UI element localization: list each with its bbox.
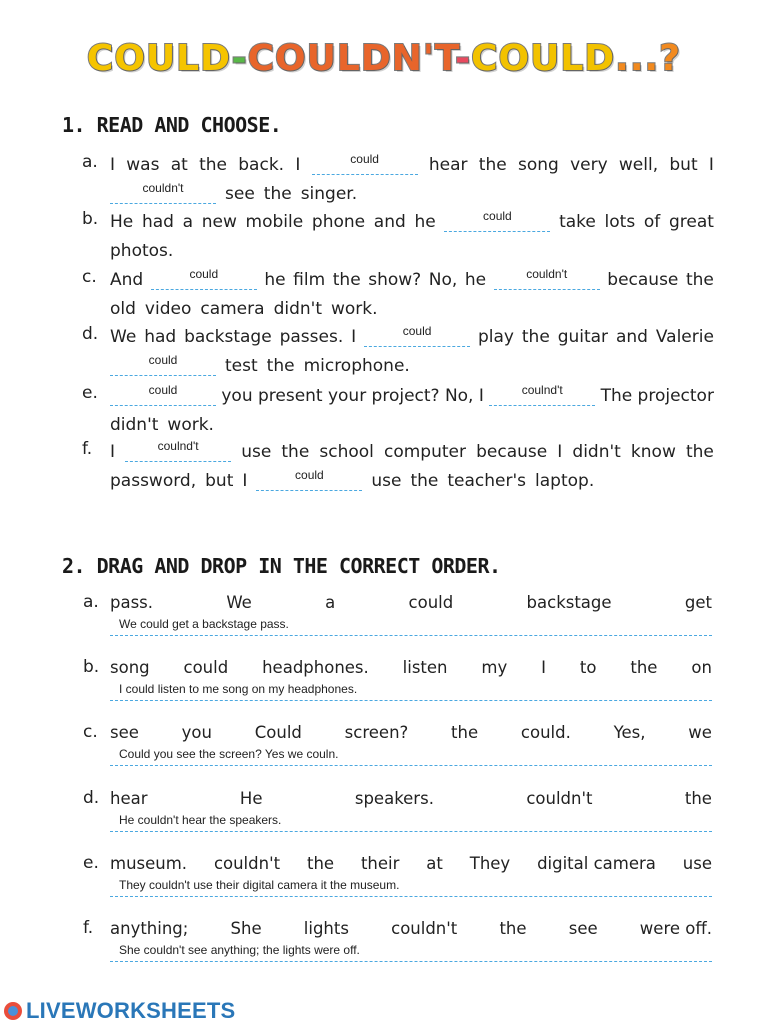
drop-answer-line[interactable]: [110, 682, 712, 701]
sentence-word: No,: [444, 386, 474, 406]
blank-answer-text: couldn't: [526, 267, 568, 281]
draggable-word[interactable]: the: [306, 853, 335, 873]
sentence-word: lots: [604, 212, 636, 232]
sentence-word: I: [708, 155, 714, 175]
sentence-word: and: [373, 212, 406, 232]
draggable-word[interactable]: We: [226, 592, 252, 612]
sentence-word: photos.: [110, 241, 174, 261]
draggable-word[interactable]: backstage: [526, 592, 612, 612]
answer-blank[interactable]: [110, 181, 216, 204]
sentence-word: was: [126, 155, 160, 175]
drop-answer-text: I could listen to me song on my headphones.: [119, 682, 358, 696]
draggable-words-row: [110, 916, 712, 940]
sentence-word: I: [295, 155, 301, 175]
item-letter: c.: [83, 722, 98, 742]
item-letter: d.: [82, 324, 99, 344]
sentence-word: but: [205, 471, 234, 491]
sentence-word: laptop.: [535, 471, 595, 491]
sentence-word: he: [264, 270, 286, 290]
draggable-words-row: [110, 655, 712, 679]
draggable-word[interactable]: lights: [303, 918, 349, 938]
draggable-word[interactable]: museum.: [110, 853, 188, 873]
drop-answer-text: Could you see the screen? Yes we couln.: [119, 747, 339, 761]
sentence-line: [110, 463, 714, 491]
answer-blank[interactable]: [125, 439, 231, 462]
draggable-word[interactable]: couldn't: [391, 918, 458, 938]
sentence-line: [110, 204, 714, 232]
draggable-word[interactable]: use: [682, 853, 712, 873]
draggable-word[interactable]: could.: [520, 722, 571, 742]
draggable-word[interactable]: listen: [402, 657, 448, 677]
draggable-word[interactable]: at: [426, 853, 443, 873]
title-segment: COULD: [471, 38, 616, 79]
draggable-word[interactable]: She: [230, 918, 262, 938]
sentence-word: your: [327, 386, 367, 406]
answer-blank[interactable]: [312, 152, 418, 175]
answer-blank[interactable]: [110, 353, 216, 376]
worksheet-title: [0, 38, 768, 79]
draggable-word[interactable]: were off.: [639, 918, 712, 938]
draggable-word[interactable]: Could: [254, 722, 302, 742]
sentence-word: didn't: [572, 442, 621, 462]
draggable-word[interactable]: to: [579, 657, 597, 677]
item-letter: c.: [82, 267, 97, 287]
sentence-word: take: [559, 212, 596, 232]
sentence-word: at: [170, 155, 188, 175]
sentence-word: new: [201, 212, 237, 232]
sentence-word: song: [517, 155, 559, 175]
answer-blank[interactable]: [151, 267, 257, 290]
sentence-word: he: [414, 212, 436, 232]
sentence-word: play: [477, 327, 514, 347]
sentence-word: projector: [637, 386, 714, 406]
answer-blank[interactable]: [110, 383, 216, 406]
blank-answer-text: coulnd't: [521, 383, 563, 397]
draggable-word[interactable]: couldn't: [213, 853, 281, 873]
item-letter: e.: [82, 383, 98, 403]
sentence-word: We: [110, 327, 137, 347]
liveworksheets-logo-icon: [4, 1002, 22, 1020]
answer-blank[interactable]: [489, 383, 595, 406]
draggable-word[interactable]: the: [451, 722, 479, 742]
draggable-word[interactable]: see: [110, 722, 139, 742]
item-letter: d.: [83, 788, 100, 808]
sentence-line: [110, 378, 714, 406]
sentence-word: the: [685, 270, 714, 290]
blank-answer-text: could: [350, 152, 379, 166]
sentence-word: And: [110, 270, 144, 290]
answer-blank[interactable]: [494, 267, 600, 290]
drop-answer-text: We could get a backstage pass.: [119, 617, 289, 631]
blank-answer-text: could: [189, 267, 219, 281]
sentence-word: the: [281, 442, 310, 462]
drop-answer-text: They couldn't use their digital camera it the museum.: [119, 878, 400, 892]
sentence-word: old: [110, 299, 136, 319]
sentence-word: I: [110, 155, 116, 175]
draggable-word[interactable]: on: [691, 657, 712, 677]
sentence-word: teacher's: [447, 471, 527, 491]
blank-answer-text: could: [295, 468, 324, 482]
sentence-word: I: [478, 386, 484, 406]
draggable-word[interactable]: see: [568, 918, 598, 938]
blank-answer-text: could: [148, 353, 178, 367]
answer-blank[interactable]: [364, 324, 470, 347]
sentence-word: microphone.: [303, 356, 410, 376]
draggable-words-row: [110, 590, 712, 614]
footer-logo[interactable]: [4, 998, 235, 1024]
answer-blank[interactable]: [444, 209, 550, 232]
item-letter: b.: [82, 209, 99, 229]
sentence-word: know: [630, 442, 676, 462]
sentence-word: very: [570, 155, 608, 175]
draggable-word[interactable]: the: [499, 918, 527, 938]
item-letter: e.: [83, 853, 99, 873]
title-segment: COULD: [86, 38, 232, 79]
sentence-word: a: [182, 212, 194, 232]
drop-answer-line[interactable]: [110, 617, 712, 636]
sentence-line: [110, 291, 714, 319]
sentence-word: because: [476, 442, 548, 462]
drop-answer-line[interactable]: [110, 878, 712, 897]
sentence-word: he: [464, 270, 487, 290]
sentence-word: use: [241, 442, 272, 462]
sentence-word: the: [332, 270, 361, 290]
sentence-word: mobile: [245, 212, 304, 232]
draggable-word[interactable]: Yes,: [613, 722, 646, 742]
drop-answer-line[interactable]: [110, 813, 712, 832]
item-letter: a.: [83, 592, 99, 612]
sentence-word: the: [199, 155, 227, 175]
sentence-word: present: [257, 386, 323, 406]
blank-answer-text: could: [483, 209, 512, 223]
sentence-line: [110, 407, 714, 435]
sentence-word: I: [557, 442, 563, 462]
draggable-word[interactable]: a: [325, 592, 336, 612]
item-letter: a.: [82, 152, 98, 172]
sentence-word: phone: [311, 212, 366, 232]
sentence-word: He: [110, 212, 134, 232]
sentence-word: the: [685, 442, 714, 462]
sentence-line: [110, 176, 714, 204]
title-segment: ...?: [615, 38, 682, 79]
draggable-word[interactable]: digital camera: [537, 853, 656, 873]
sentence-word: Valerie: [655, 327, 714, 347]
sentence-word: but: [669, 155, 698, 175]
sentence-line: [110, 348, 714, 376]
draggable-word[interactable]: hear: [110, 788, 148, 808]
drop-answer-line[interactable]: [110, 747, 712, 766]
blank-answer-text: coulnd't: [157, 439, 199, 453]
draggable-word[interactable]: headphones.: [262, 657, 369, 677]
drop-answer-text: He couldn't hear the speakers.: [119, 813, 282, 827]
sentence-word: I: [351, 327, 357, 347]
sentence-word: didn't: [273, 299, 322, 319]
drop-answer-line[interactable]: [110, 943, 712, 962]
draggable-word[interactable]: He: [239, 788, 263, 808]
sentence-word: passes.: [279, 327, 344, 347]
draggable-word[interactable]: screen?: [344, 722, 409, 742]
sentence-line: [110, 262, 714, 290]
sentence-word: I: [242, 471, 248, 491]
draggable-word[interactable]: could: [183, 657, 229, 677]
title-segment: COULDN'T: [247, 38, 456, 79]
sentence-word: backstage: [184, 327, 272, 347]
blank-answer-text: could: [402, 324, 432, 338]
draggable-words-row: [110, 851, 712, 875]
draggable-word[interactable]: speakers.: [354, 788, 434, 808]
sentence-word: singer.: [300, 184, 358, 204]
sentence-word: hear: [428, 155, 468, 175]
sentence-word: film: [293, 270, 326, 290]
sentence-word: of: [643, 212, 661, 232]
draggable-word[interactable]: the: [630, 657, 658, 677]
draggable-words-row: [110, 720, 712, 744]
draggable-words-row: [110, 786, 712, 810]
draggable-word[interactable]: They: [469, 853, 511, 873]
blank-answer-text: couldn't: [142, 181, 184, 195]
drop-answer-text: She couldn't see anything; the lights were off.: [119, 943, 360, 957]
sentence-word: camera: [200, 299, 265, 319]
sentence-word: project?: [371, 386, 440, 406]
sentence-word: the: [521, 327, 550, 347]
sentence-line: [110, 434, 714, 462]
sentence-word: you: [221, 386, 253, 406]
draggable-word[interactable]: we: [688, 722, 712, 742]
sentence-word: show?: [368, 270, 422, 290]
draggable-word[interactable]: could: [408, 592, 454, 612]
sentence-line: [110, 147, 714, 175]
sentence-line: [110, 319, 714, 347]
sentence-word: well,: [618, 155, 659, 175]
sentence-word: had: [141, 212, 174, 232]
draggable-word[interactable]: pass.: [110, 592, 154, 612]
draggable-word[interactable]: my: [481, 657, 508, 677]
sentence-word: The: [600, 386, 633, 406]
item-letter: f.: [83, 918, 94, 938]
sentence-word: back.: [238, 155, 285, 175]
sentence-word: the: [478, 155, 507, 175]
draggable-word[interactable]: song: [110, 657, 150, 677]
sentence-word: school: [319, 442, 374, 462]
draggable-word[interactable]: the: [684, 788, 712, 808]
sentence-word: computer: [384, 442, 466, 462]
sentence-word: and: [615, 327, 648, 347]
sentence-word: I: [110, 442, 116, 462]
sentence-word: the: [266, 356, 295, 376]
item-letter: b.: [83, 657, 100, 677]
sentence-word: guitar: [557, 327, 609, 347]
sentence-word: test: [225, 356, 258, 376]
draggable-word[interactable]: get: [684, 592, 712, 612]
section-1-heading: 1. READ AND CHOOSE.: [62, 113, 282, 137]
sentence-word: work.: [167, 415, 214, 435]
sentence-word: video: [144, 299, 192, 319]
brand-name: LIVEWORKSHEETS: [26, 998, 236, 1023]
draggable-word[interactable]: I: [541, 657, 546, 677]
sentence-word: work.: [330, 299, 378, 319]
draggable-word[interactable]: you: [181, 722, 212, 742]
title-segment: -: [231, 38, 248, 79]
sentence-word: the: [410, 471, 439, 491]
sentence-word: because: [607, 270, 679, 290]
answer-blank[interactable]: [256, 468, 362, 491]
sentence-word: great: [668, 212, 714, 232]
sentence-word: see: [225, 184, 255, 204]
sentence-word: No,: [428, 270, 458, 290]
draggable-word[interactable]: anything;: [110, 918, 189, 938]
blank-answer-text: could: [148, 383, 178, 397]
section-2-heading: 2. DRAG AND DROP IN THE CORRECT ORDER.: [62, 554, 501, 578]
draggable-word[interactable]: their: [360, 853, 400, 873]
sentence-word: the: [263, 184, 292, 204]
draggable-word[interactable]: couldn't: [526, 788, 593, 808]
sentence-word: use: [371, 471, 402, 491]
sentence-word: didn't: [110, 415, 159, 435]
title-segment: -: [455, 38, 472, 79]
sentence-word: password,: [110, 471, 197, 491]
sentence-line: [110, 233, 714, 261]
sentence-word: had: [144, 327, 177, 347]
item-letter: f.: [82, 439, 93, 459]
